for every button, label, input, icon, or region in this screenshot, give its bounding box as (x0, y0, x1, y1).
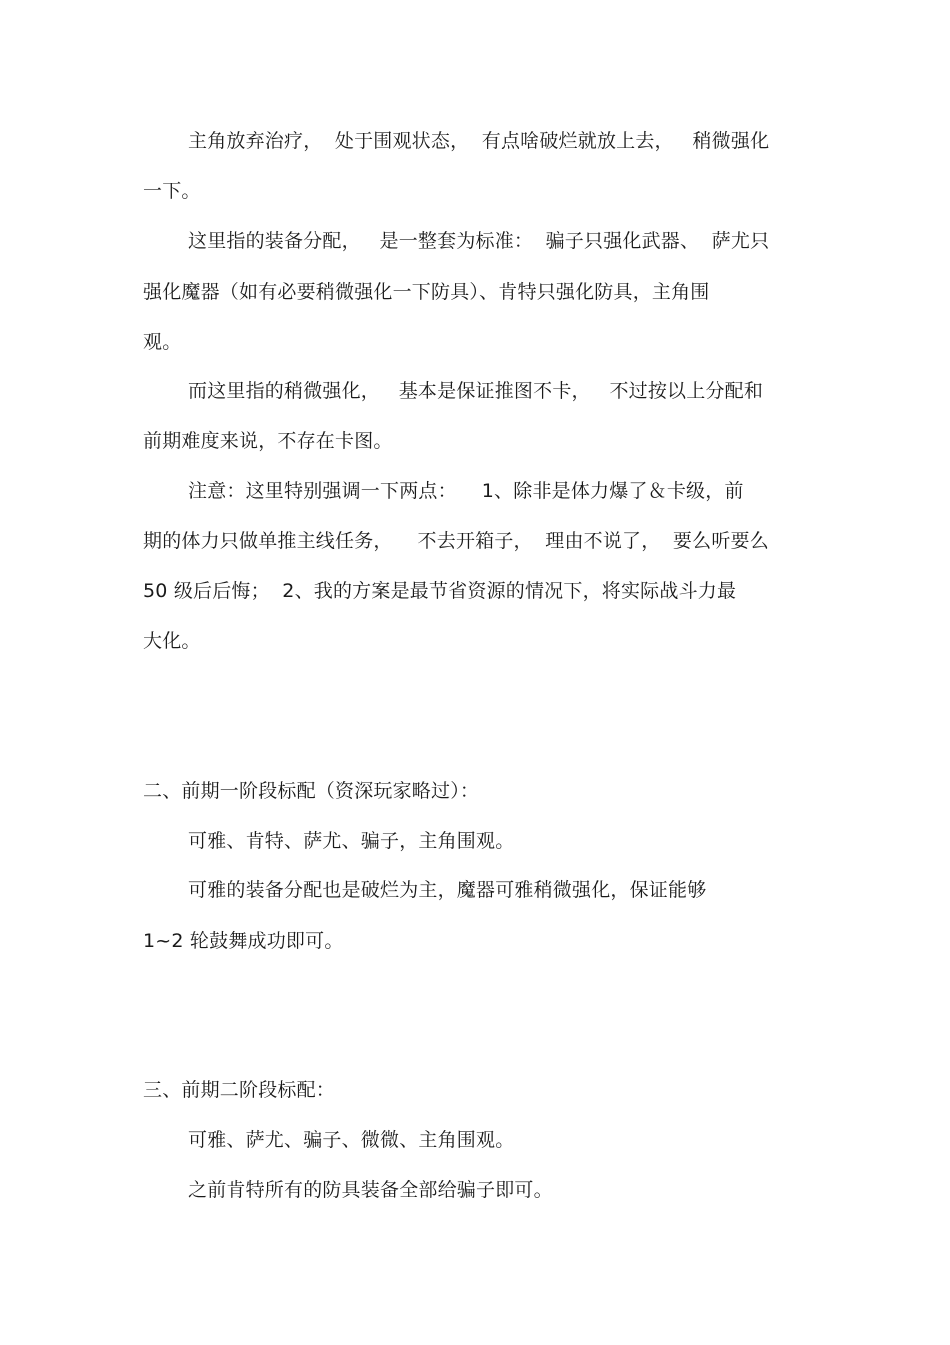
paragraph-line: 注意：这里特别强调一下两点： 1、除非是体力爆了＆卡级，前 (188, 480, 744, 502)
paragraph-line: 之前肯特所有的防具装备全部给骗子即可。 (188, 1179, 553, 1201)
paragraph-line: 期的体力只做单推主线任务， 不去开箱子， 理由不说了， 要么听要么 (143, 530, 769, 552)
paragraph-line: 一下。 (143, 180, 201, 202)
paragraph-line: 观。 (143, 331, 182, 353)
paragraph-line: 前期难度来说，不存在卡图。 (143, 430, 393, 452)
paragraph-line: 强化魔器（如有必要稍微强化一下防具）、肯特只强化防具，主角围 (143, 281, 710, 303)
paragraph-line: 1~2 轮鼓舞成功即可。 (143, 930, 344, 952)
paragraph-line: 50 级后后悔； 2、我的方案是最节省资源的情况下，将实际战斗力最 (143, 580, 737, 602)
paragraph-line: 可雅、萨尤、骗子、微微、主角围观。 (188, 1129, 515, 1151)
paragraph-line: 大化。 (143, 630, 201, 652)
paragraph-line: 这里指的装备分配， 是一整套为标准： 骗子只强化武器、 萨尤只 (188, 230, 770, 252)
section-heading: 三、前期二阶段标配： (143, 1079, 336, 1101)
paragraph-line: 主角放弃治疗， 处于围观状态， 有点啥破烂就放上去， 稍微强化 (188, 130, 770, 152)
paragraph-line: 而这里指的稍微强化， 基本是保证推图不卡， 不过按以上分配和 (188, 380, 764, 402)
section-heading: 二、前期一阶段标配（资深玩家略过）： (143, 780, 480, 802)
paragraph-line: 可雅、肯特、萨尤、骗子，主角围观。 (188, 830, 515, 852)
paragraph-line: 可雅的装备分配也是破烂为主，魔器可雅稍微强化，保证能够 (188, 879, 707, 901)
